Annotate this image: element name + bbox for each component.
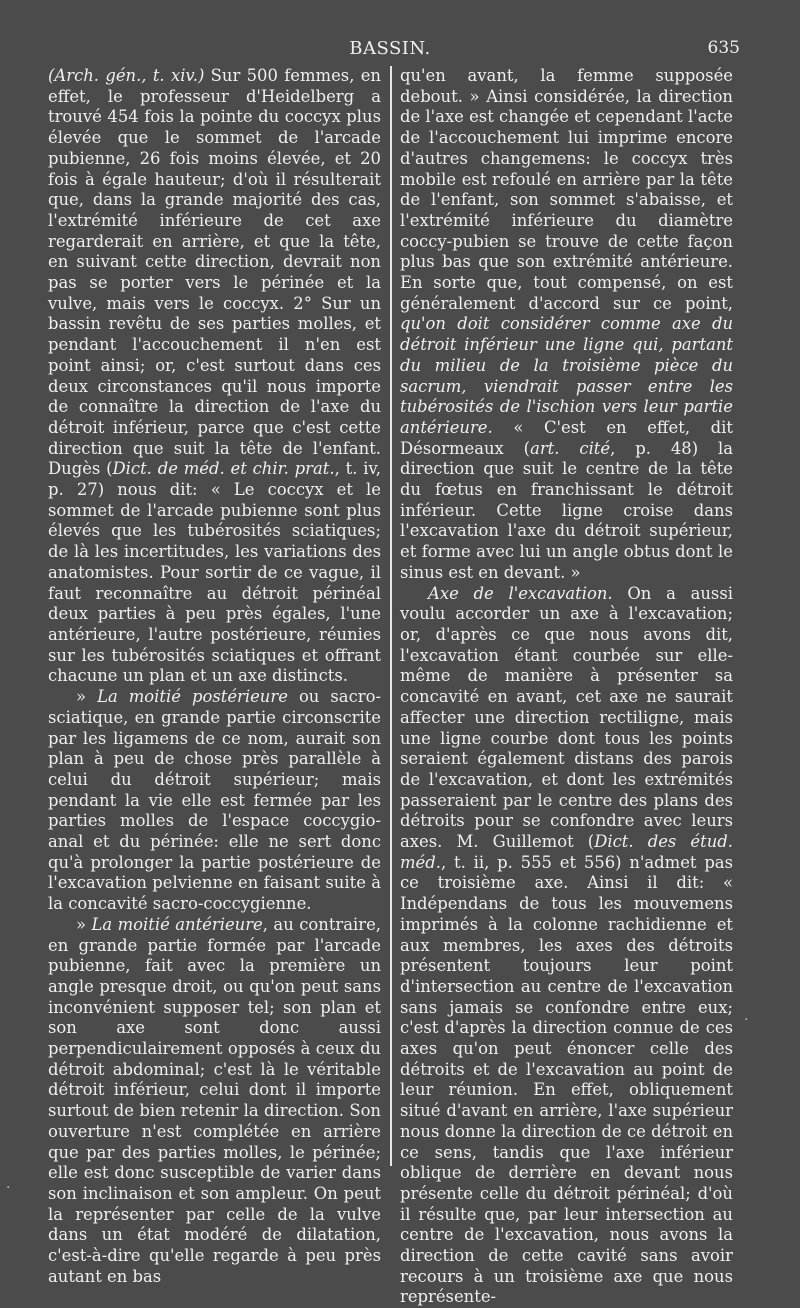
paragraph-text: ou sacro-sciatique, en grande partie circonscrite par les ligamens de ce nom, aurait son plan à peu de chose près parallèle à celui du détroit supérieur; mais pendant la vie elle est fermée par les parties molles de l'espace coccygio-anal et du périnée: elle ne sert donc qu'à prolonger la partie postérieure de l'excavation pelvienne en faisant suite à la concavité sacro-coccygienne. bbox=[48, 687, 381, 914]
page-header bbox=[40, 38, 740, 62]
citation: Dict. de méd. et chir. prat. bbox=[112, 459, 335, 479]
paragraph-text: , p. 48) la direction que suit le centre de la tête du fœtus en franchissant le détroit inférieur. Cette ligne croise dans l'excavation l'axe du détroit supérieur, et forme avec lui un angle obtus dont le sinus est en devant. » bbox=[400, 438, 734, 582]
left-paragraph-3 bbox=[48, 915, 381, 1288]
citation: Dict. des étud. méd. bbox=[400, 832, 733, 872]
running-title: BASSIN. bbox=[349, 38, 431, 59]
right-paragraph-1 bbox=[400, 66, 733, 584]
left-column bbox=[48, 66, 381, 1287]
right-paragraph-2 bbox=[400, 584, 733, 1308]
paragraph-text: , t. ii, p. 555 et 556) n'admet pas ce troisième axe. Ainsi il dit: « Indépendans de tous les mouvemens imprimés à la colonne rachidienne et aux membres, les axes des détroits présentent toujours leur point d'intersection au centre de l'excavation sans jamais se confondre entre eux; c'est d'après la direction connue de ces axes qu'on peut énoncer celle des détroits et de l'excavation au point de leur réunion. En effet, obliquement situé d'avant en arrière, l'axe supérieur nous donne la direction de ce détroit en ce sens, tandis que l'axe inférieur oblique de derrière en devant nous présente celle du détroit périnéal; d'où il résulte que, par leur intersection au centre de l'excavation, nous avons la direction de cette cavité sans avoir recours à un troisième axe que nous représente- bbox=[400, 852, 733, 1307]
paragraph-text: , au contraire, en grande partie formée par l'arcade pubienne, fait avec la première un angle presque droit, ou qu'on peut sans inconvénient supposer tel; son plan et son axe sont donc aussi perpendiculairement opposés à ceux du détroit abdominal; c'est là le véritable détroit inférieur, celui dont il importe surtout de bien retenir la direction. Son ouverture n'est complétée en arrière que par des parties molles, le périnée; elle est donc susceptible de varier dans son inclinaison et son ampleur. On peut la représenter par celle de la vulve dans un état modéré de dilatation, c'est-à-dire qu'elle regarde à peu près autant en bas bbox=[48, 914, 381, 1286]
paragraph-text: , t. iv, p. 27) nous dit: « Le coccyx et le sommet de l'arcade pubienne sont plus élevés que les tubérosités sciatiques; de là les incertitudes, les variations des anatomistes. Pour sortir de ce vague, il faut reconnaître au détroit périnéal deux parties à peu près égales, l'une antérieure, l'autre postérieure, réunies sur les tubérosités sciatiques et offrant chacune un plan et un axe distincts. bbox=[48, 459, 382, 686]
page-number: 635 bbox=[707, 38, 740, 58]
subheading: La moitié antérieure bbox=[91, 914, 263, 934]
quote-mark: » bbox=[76, 687, 98, 707]
subheading: Axe de l'excavation. bbox=[428, 583, 613, 603]
left-paragraph-2 bbox=[48, 687, 381, 915]
paragraph-text: On a aussi voulu accorder un axe à l'excavation; or, d'après ce que nous avons dit, l'excavation étant courbée sur elle-même de manière à présenter sa concavité en avant, cet axe ne saurait affecter une direction rectiligne, mais une ligne courbe dont tous les points seraient également distans des parois de l'excavation, et dont les extrémités passeraient par le centre des plans des détroits pour se confondre avec leurs axes. M. Guillemot ( bbox=[400, 583, 734, 852]
paragraph-text: « C'est en effet, dit Désormeaux ( bbox=[400, 417, 733, 458]
subheading: La moitié postérieure bbox=[97, 687, 288, 707]
citation: (Arch. gén., t. xiv.) bbox=[48, 66, 205, 85]
paper-speck: · bbox=[744, 1012, 749, 1028]
right-column bbox=[400, 66, 733, 1308]
paragraph-text: Sur 500 femmes, en effet, le professeur d'Heidelberg a trouvé 454 fois la pointe du coccyx plus élevée que le sommet de l'arcade pubienne, 26 fois moins élevée, et 20 fois à égale hauteur; d'où il résulterait que, dans la grande majorité des cas, l'extrémité inférieure de cet axe regarderait en arrière, et que la tête, en suivant cette direction, devrait non pas se porter vers le périnée et la vulve, mais vers le coccyx. 2° Sur un bassin revêtu de ses parties molles, et pendant l'accouchement il n'en est point ainsi; or, c'est surtout dans ces deux circonstances qu'il nous importe de connaître la direction de l'axe du détroit inférieur, parce que c'est cette direction que suit la tête de l'enfant. Dugès ( bbox=[48, 66, 381, 479]
quote-mark: » bbox=[76, 914, 92, 934]
paper-speck: · bbox=[6, 1180, 11, 1196]
citation: art. cité bbox=[530, 438, 611, 458]
left-paragraph-1 bbox=[48, 66, 381, 687]
column-divider bbox=[390, 66, 392, 1166]
paragraph-text: qu'en avant, la femme supposée debout. » Ainsi considérée, la direction de l'axe est changée et cependant l'acte de l'accouchement lui imprime encore d'autres changemens: le coccyx très mobile est refoulé en arrière par la tête de l'enfant, son sommet s'abaisse, et l'extrémité inférieure du diamètre coccy-pubien se trouve de cette façon plus bas que son extrémité antérieure. En sorte que, tout compensé, on est généralement d'accord sur ce point, bbox=[400, 66, 733, 313]
emphasized-definition: qu'on doit considérer comme axe du détroit inférieur une ligne qui, partant du milieu de la troisième pièce du sacrum, viendrait passer entre les tubérosités de l'ischion vers leur partie antérieure. bbox=[400, 314, 733, 437]
